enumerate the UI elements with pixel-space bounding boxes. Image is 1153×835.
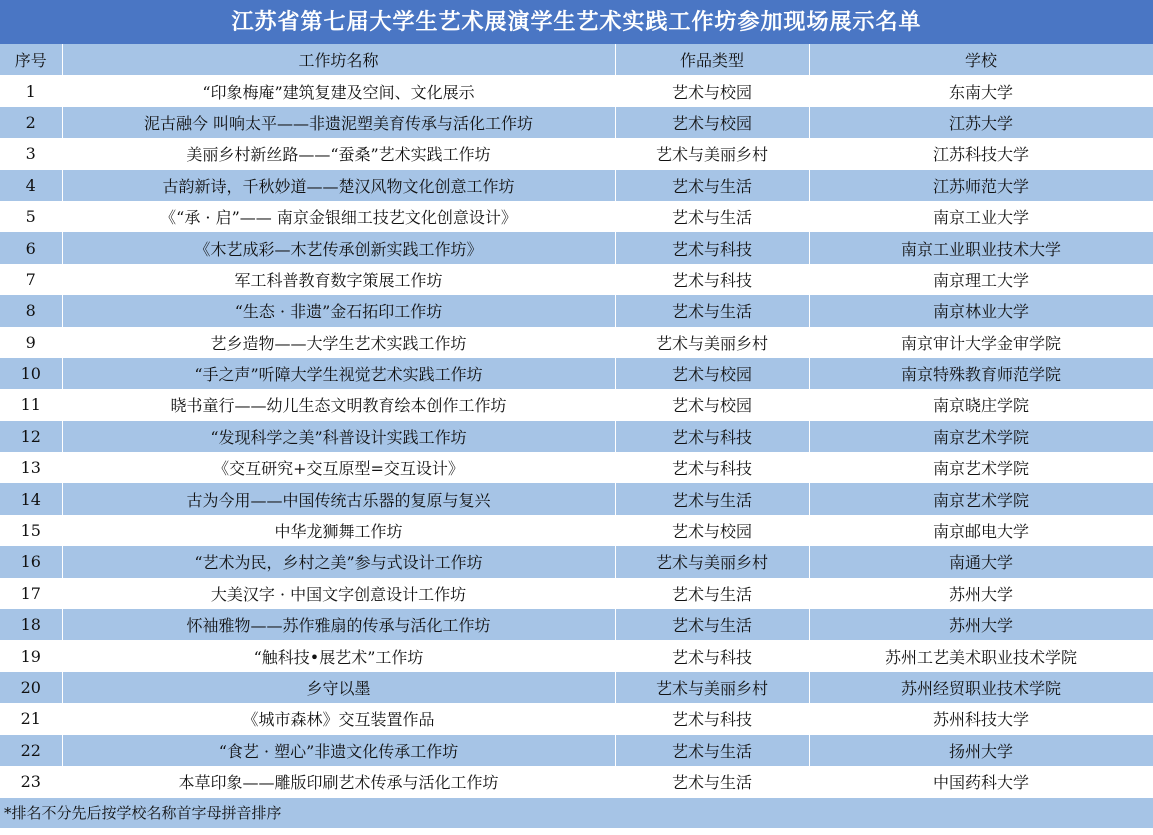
cell-school: 苏州经贸职业技术学院 — [809, 672, 1153, 703]
cell-work-type: 艺术与生活 — [615, 735, 809, 766]
cell-school: 东南大学 — [809, 75, 1153, 106]
cell-school: 南京邮电大学 — [809, 515, 1153, 546]
cell-workshop-name: “生态 · 非遗”金石拓印工作坊 — [62, 295, 615, 326]
cell-work-type: 艺术与科技 — [615, 264, 809, 295]
cell-workshop-name: 乡守以墨 — [62, 672, 615, 703]
cell-school: 南京晓庄学院 — [809, 389, 1153, 420]
workshop-table — [0, 44, 1153, 797]
cell-school: 扬州大学 — [809, 735, 1153, 766]
cell-workshop-name: 美丽乡村新丝路——“蚕桑”艺术实践工作坊 — [62, 138, 615, 169]
cell-work-type: 艺术与科技 — [615, 640, 809, 671]
cell-index: 6 — [0, 232, 62, 263]
table-row — [0, 766, 1153, 797]
cell-index: 2 — [0, 107, 62, 138]
cell-workshop-name: 《木艺成彩—木艺传承创新实践工作坊》 — [62, 232, 615, 263]
cell-workshop-name: 古韵新诗，千秋妙道——楚汉风物文化创意工作坊 — [62, 170, 615, 201]
cell-school: 南京艺术学院 — [809, 452, 1153, 483]
cell-school: 江苏大学 — [809, 107, 1153, 138]
cell-work-type: 艺术与美丽乡村 — [615, 138, 809, 169]
cell-work-type: 艺术与美丽乡村 — [615, 327, 809, 358]
table-row — [0, 389, 1153, 420]
cell-workshop-name: “食艺 · 塑心”非遗文化传承工作坊 — [62, 735, 615, 766]
cell-work-type: 艺术与校园 — [615, 358, 809, 389]
table-row — [0, 609, 1153, 640]
cell-workshop-name: “发现科学之美”科普设计实践工作坊 — [62, 421, 615, 452]
cell-work-type: 艺术与生活 — [615, 766, 809, 797]
cell-work-type: 艺术与美丽乡村 — [615, 546, 809, 577]
cell-school: 江苏科技大学 — [809, 138, 1153, 169]
cell-work-type: 艺术与生活 — [615, 578, 809, 609]
table-row — [0, 295, 1153, 326]
cell-index: 19 — [0, 640, 62, 671]
cell-workshop-name: 怀袖雅物——苏作雅扇的传承与活化工作坊 — [62, 609, 615, 640]
cell-work-type: 艺术与生活 — [615, 483, 809, 514]
cell-index: 15 — [0, 515, 62, 546]
table-row — [0, 170, 1153, 201]
cell-work-type: 艺术与校园 — [615, 75, 809, 106]
table-row — [0, 232, 1153, 263]
cell-workshop-name: “手之声”听障大学生视觉艺术实践工作坊 — [62, 358, 615, 389]
table-row — [0, 75, 1153, 106]
cell-school: 中国药科大学 — [809, 766, 1153, 797]
cell-workshop-name: 军工科普教育数字策展工作坊 — [62, 264, 615, 295]
cell-school: 苏州科技大学 — [809, 703, 1153, 734]
cell-index: 10 — [0, 358, 62, 389]
cell-index: 8 — [0, 295, 62, 326]
header-work-type: 作品类型 — [615, 44, 809, 75]
table-row — [0, 703, 1153, 734]
table-row — [0, 327, 1153, 358]
cell-workshop-name: “印象梅庵”建筑复建及空间、文化展示 — [62, 75, 615, 106]
cell-work-type: 艺术与科技 — [615, 703, 809, 734]
cell-work-type: 艺术与生活 — [615, 170, 809, 201]
table-header-row — [0, 44, 1153, 75]
cell-work-type: 艺术与生活 — [615, 609, 809, 640]
cell-work-type: 艺术与校园 — [615, 389, 809, 420]
cell-workshop-name: “触科技•展艺术”工作坊 — [62, 640, 615, 671]
cell-index: 21 — [0, 703, 62, 734]
cell-workshop-name: 泥古融今 叫响太平——非遗泥塑美育传承与活化工作坊 — [62, 107, 615, 138]
cell-work-type: 艺术与科技 — [615, 232, 809, 263]
cell-index: 14 — [0, 483, 62, 514]
table-row — [0, 452, 1153, 483]
cell-index: 22 — [0, 735, 62, 766]
cell-index: 9 — [0, 327, 62, 358]
table-row — [0, 107, 1153, 138]
cell-workshop-name: 中华龙狮舞工作坊 — [62, 515, 615, 546]
header-school: 学校 — [809, 44, 1153, 75]
cell-index: 3 — [0, 138, 62, 169]
table-row — [0, 578, 1153, 609]
cell-work-type: 艺术与美丽乡村 — [615, 672, 809, 703]
cell-school: 南京特殊教育师范学院 — [809, 358, 1153, 389]
cell-school: 苏州大学 — [809, 609, 1153, 640]
cell-index: 17 — [0, 578, 62, 609]
cell-work-type: 艺术与科技 — [615, 452, 809, 483]
cell-school: 江苏师范大学 — [809, 170, 1153, 201]
cell-workshop-name: “艺术为民，乡村之美”参与式设计工作坊 — [62, 546, 615, 577]
page-title: 江苏省第七届大学生艺术展演学生艺术实践工作坊参加现场展示名单 — [0, 0, 1153, 44]
table-row — [0, 201, 1153, 232]
table-row — [0, 483, 1153, 514]
cell-school: 南京工业大学 — [809, 201, 1153, 232]
table-row — [0, 515, 1153, 546]
cell-index: 23 — [0, 766, 62, 797]
cell-workshop-name: 艺乡造物——大学生艺术实践工作坊 — [62, 327, 615, 358]
cell-work-type: 艺术与科技 — [615, 421, 809, 452]
table-row — [0, 138, 1153, 169]
cell-school: 南京林业大学 — [809, 295, 1153, 326]
cell-work-type: 艺术与生活 — [615, 295, 809, 326]
table-row — [0, 358, 1153, 389]
table-row — [0, 546, 1153, 577]
cell-work-type: 艺术与校园 — [615, 107, 809, 138]
cell-work-type: 艺术与校园 — [615, 515, 809, 546]
table-row — [0, 672, 1153, 703]
cell-school: 南京艺术学院 — [809, 421, 1153, 452]
cell-school: 南京工业职业技术大学 — [809, 232, 1153, 263]
footnote: *排名不分先后按学校名称首字母拼音排序 — [0, 797, 1153, 828]
table-row — [0, 640, 1153, 671]
header-index: 序号 — [0, 44, 62, 75]
cell-workshop-name: 古为今用——中国传统古乐器的复原与复兴 — [62, 483, 615, 514]
cell-index: 1 — [0, 75, 62, 106]
cell-index: 13 — [0, 452, 62, 483]
header-workshop-name: 工作坊名称 — [62, 44, 615, 75]
table-row — [0, 421, 1153, 452]
table-row — [0, 264, 1153, 295]
cell-index: 7 — [0, 264, 62, 295]
cell-school: 苏州大学 — [809, 578, 1153, 609]
cell-index: 16 — [0, 546, 62, 577]
cell-workshop-name: 《城市森林》交互装置作品 — [62, 703, 615, 734]
cell-school: 苏州工艺美术职业技术学院 — [809, 640, 1153, 671]
cell-school: 南京理工大学 — [809, 264, 1153, 295]
cell-index: 18 — [0, 609, 62, 640]
cell-workshop-name: 《“承 · 启”—— 南京金银细工技艺文化创意设计》 — [62, 201, 615, 232]
cell-index: 5 — [0, 201, 62, 232]
cell-workshop-name: 大美汉字 · 中国文字创意设计工作坊 — [62, 578, 615, 609]
cell-work-type: 艺术与生活 — [615, 201, 809, 232]
cell-index: 12 — [0, 421, 62, 452]
cell-index: 11 — [0, 389, 62, 420]
cell-index: 20 — [0, 672, 62, 703]
cell-workshop-name: 晓书童行——幼儿生态文明教育绘本创作工作坊 — [62, 389, 615, 420]
cell-school: 南通大学 — [809, 546, 1153, 577]
cell-school: 南京艺术学院 — [809, 483, 1153, 514]
cell-workshop-name: 《交互研究+交互原型=交互设计》 — [62, 452, 615, 483]
table-row — [0, 735, 1153, 766]
cell-school: 南京审计大学金审学院 — [809, 327, 1153, 358]
cell-workshop-name: 本草印象——雕版印刷艺术传承与活化工作坊 — [62, 766, 615, 797]
cell-index: 4 — [0, 170, 62, 201]
